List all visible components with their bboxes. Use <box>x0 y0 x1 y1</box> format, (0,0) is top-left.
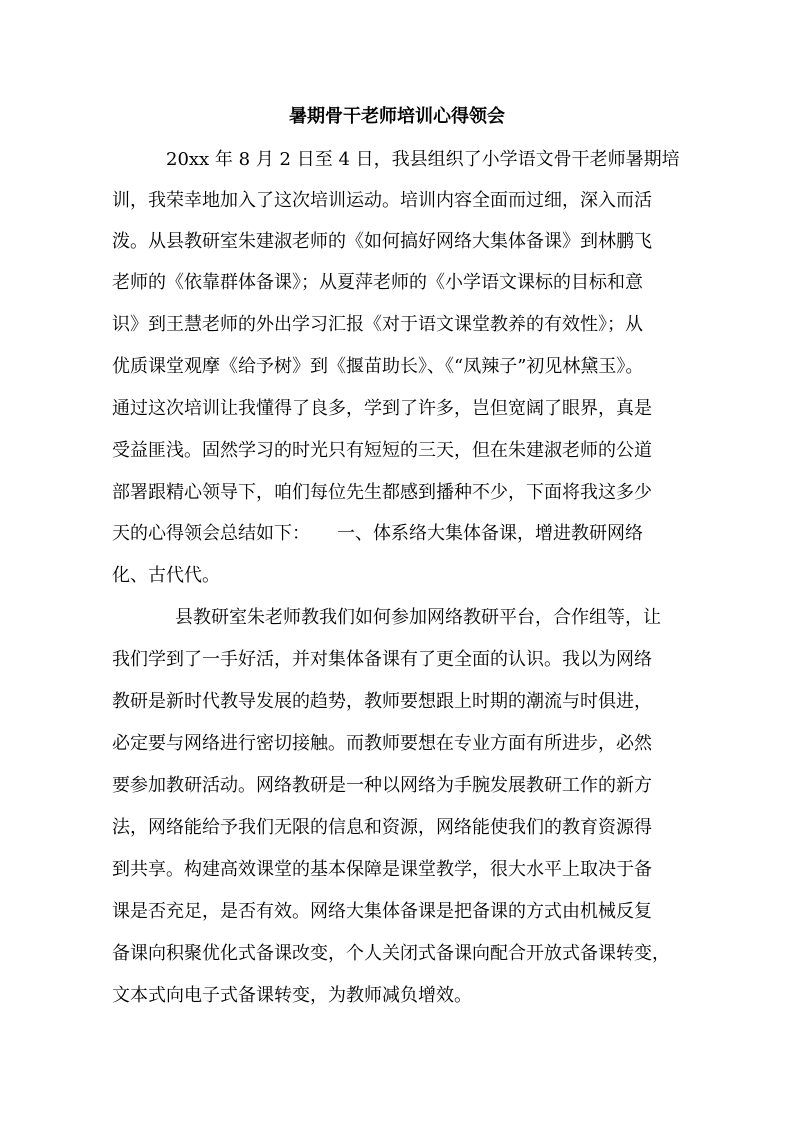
paragraph-2-line-7: 到共享。构建高效课堂的基本保障是课堂教学，很大水平上取决于备 <box>112 859 652 880</box>
paragraph-2-line-5: 要参加教研活动。网络教研是一种以网络为手腕发展教研工作的新方 <box>112 775 652 796</box>
paragraph-1-line-9: 部署跟精心领导下，咱们每位先生都感到播种不少，下面将我这多少 <box>112 482 652 503</box>
paragraph-1-line-6: 优质课堂观摩《给予树》到《揠苗助长》、《“凤辣子”初见林黛玉》。 <box>112 356 644 377</box>
document-title: 暑期骨干老师培训心得领会 <box>289 106 505 127</box>
paragraph-1-line-1: 20xx 年 8 月 2 日至 4 日，我县组织了小学语文骨干老师暑期培 <box>166 149 680 170</box>
paragraph-2-line-8: 课是否充足，是否有效。网络大集体备课是把备课的方式由机械反复 <box>112 901 652 922</box>
paragraph-1-line-4: 老师的《依靠群体备课》；从夏萍老师的《小学语文课标的目标和意 <box>112 272 643 293</box>
paragraph-1-line-5: 识》到王慧老师的外出学习汇报《对于语文课堂教养的有效性》；从 <box>112 314 643 335</box>
paragraph-2-line-10: 文本式向电子式备课转变，为教师减负增效。 <box>112 985 472 1006</box>
paragraph-1-line-7: 通过这次培训让我懂得了良多，学到了许多，岂但宽阔了眼界，真是 <box>112 398 652 419</box>
paragraph-1-line-3: 泼。从县教研室朱建淑老师的《如何搞好网络大集体备课》到林鹏飞 <box>112 231 652 252</box>
paragraph-2-line-3: 教研是新时代教导发展的趋势，教师要想跟上时期的潮流与时俱进， <box>112 691 652 712</box>
paragraph-2-line-6: 法，网络能给予我们无限的信息和资源，网络能使我们的教育资源得 <box>112 817 652 838</box>
paragraph-1-line-2: 训，我荣幸地加入了这次培训运动。培训内容全面而过细，深入而活 <box>112 190 652 211</box>
paragraph-2-line-1: 县教研室朱老师教我们如何参加网络教研平台，合作组等，让 <box>175 607 661 628</box>
paragraph-2-line-4: 必定要与网络进行密切接触。而教师要想在专业方面有所进步，必然 <box>112 733 652 754</box>
paragraph-1-line-8: 受益匪浅。固然学习的时光只有短短的三天，但在朱建淑老师的公道 <box>112 440 652 461</box>
paragraph-2-line-2: 我们学到了一手好活，并对集体备课有了更全面的认识。我以为网络 <box>112 649 652 670</box>
paragraph-1-line-11: 化、古代代。 <box>112 565 220 586</box>
paragraph-2-line-9: 备课向积聚优化式备课改变，个人关闭式备课向配合开放式备课转变， <box>112 943 670 964</box>
paragraph-1-line-10: 天的心得领会总结如下： 一、体系络大集体备课，增进教研网络 <box>112 523 643 544</box>
